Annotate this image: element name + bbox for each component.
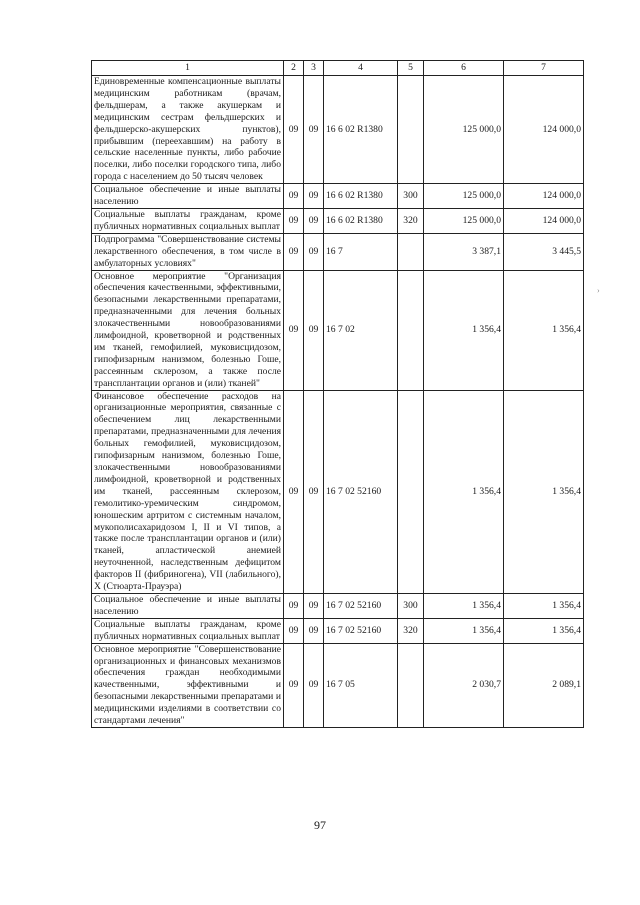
section-code: 09 xyxy=(284,208,304,233)
amount-year-1: 1 356,4 xyxy=(424,593,504,618)
amount-year-2: 1 356,4 xyxy=(504,270,584,390)
amount-year-1: 3 387,1 xyxy=(424,233,504,270)
target-article-code: 16 7 02 xyxy=(324,270,398,390)
column-header: 3 xyxy=(304,61,324,76)
amount-year-1: 125 000,0 xyxy=(424,184,504,209)
row-name: Социальное обеспечение и иные выплаты населению xyxy=(92,593,284,618)
target-article-code: 16 6 02 R1380 xyxy=(324,184,398,209)
column-header: 1 xyxy=(92,61,284,76)
table-row xyxy=(92,184,584,209)
column-header: 5 xyxy=(398,61,424,76)
target-article-code: 16 7 xyxy=(324,233,398,270)
target-article-code: 16 7 05 xyxy=(324,643,398,727)
expense-type-code: 300 xyxy=(398,593,424,618)
subsection-code: 09 xyxy=(304,208,324,233)
row-name: Социальные выплаты гражданам, кроме публичных нормативных социальных выплат xyxy=(92,208,284,233)
amount-year-2: 3 445,5 xyxy=(504,233,584,270)
margin-mark: › xyxy=(597,286,600,295)
subsection-code: 09 xyxy=(304,593,324,618)
table-row xyxy=(92,643,584,727)
amount-year-2: 1 356,4 xyxy=(504,618,584,643)
section-code: 09 xyxy=(284,390,304,593)
amount-year-2: 1 356,4 xyxy=(504,390,584,593)
row-name: Социальное обеспечение и иные выплаты населению xyxy=(92,184,284,209)
row-name: Основное мероприятие "Совершенствование организационных и финансовых механизмов обеспечения граждан необходимыми качественными, эффективными и безопасными лекарственными препаратами и медицинскими изделиями в соответствии со стандартами лечения" xyxy=(92,643,284,727)
section-code: 09 xyxy=(284,643,304,727)
expense-type-code: 320 xyxy=(398,208,424,233)
target-article-code: 16 7 02 52160 xyxy=(324,390,398,593)
target-article-code: 16 7 02 52160 xyxy=(324,593,398,618)
column-header: 7 xyxy=(504,61,584,76)
section-code: 09 xyxy=(284,618,304,643)
section-code: 09 xyxy=(284,233,304,270)
expense-type-code: 320 xyxy=(398,618,424,643)
section-code: 09 xyxy=(284,76,304,184)
row-name: Социальные выплаты гражданам, кроме публичных нормативных социальных выплат xyxy=(92,618,284,643)
column-header: 6 xyxy=(424,61,504,76)
amount-year-2: 2 089,1 xyxy=(504,643,584,727)
column-header: 2 xyxy=(284,61,304,76)
amount-year-1: 1 356,4 xyxy=(424,618,504,643)
expense-type-code xyxy=(398,270,424,390)
table-header-row xyxy=(92,61,584,76)
amount-year-2: 124 000,0 xyxy=(504,208,584,233)
row-name: Единовременные компенсационные выплаты медицинским работникам (врачам, фельдшерам, а также акушеркам и медицинским сестрам фельдшерских и фельдшерско-акушерских пунктов), прибывшим (переехавшим) на работу в сельские населенные пункты, либо рабочие поселки, либо поселки городского типа, либо города с населением до 50 тысяч человек xyxy=(92,76,284,184)
amount-year-1: 2 030,7 xyxy=(424,643,504,727)
subsection-code: 09 xyxy=(304,270,324,390)
table-row xyxy=(92,390,584,593)
target-article-code: 16 6 02 R1380 xyxy=(324,208,398,233)
table-row xyxy=(92,76,584,184)
subsection-code: 09 xyxy=(304,233,324,270)
amount-year-1: 1 356,4 xyxy=(424,270,504,390)
table-row xyxy=(92,270,584,390)
page-number: 97 xyxy=(314,818,326,832)
amount-year-2: 124 000,0 xyxy=(504,76,584,184)
subsection-code: 09 xyxy=(304,184,324,209)
row-name: Основное мероприятие "Организация обеспечения качественными, эффективными, безопасными лекарственными препаратами, предназначенными для лечения больных злокачественными новообразованиями лимфоидной, кроветворной и родственных им тканей, гемофилией, муковисцидозом, гипофизарным нанизмом, болезнью Гоше, рассеянным склерозом, а также после трансплантации органов и (или) тканей" xyxy=(92,270,284,390)
expense-type-code: 300 xyxy=(398,184,424,209)
table-row xyxy=(92,593,584,618)
amount-year-1: 1 356,4 xyxy=(424,390,504,593)
expense-type-code xyxy=(398,76,424,184)
amount-year-1: 125 000,0 xyxy=(424,208,504,233)
subsection-code: 09 xyxy=(304,390,324,593)
amount-year-2: 124 000,0 xyxy=(504,184,584,209)
section-code: 09 xyxy=(284,184,304,209)
subsection-code: 09 xyxy=(304,76,324,184)
expense-type-code xyxy=(398,233,424,270)
subsection-code: 09 xyxy=(304,643,324,727)
expense-type-code xyxy=(398,390,424,593)
target-article-code: 16 6 02 R1380 xyxy=(324,76,398,184)
section-code: 09 xyxy=(284,270,304,390)
budget-table xyxy=(91,60,584,728)
table-row xyxy=(92,208,584,233)
section-code: 09 xyxy=(284,593,304,618)
column-header: 4 xyxy=(324,61,398,76)
subsection-code: 09 xyxy=(304,618,324,643)
amount-year-1: 125 000,0 xyxy=(424,76,504,184)
row-name: Финансовое обеспечение расходов на организационные мероприятия, связанные с обеспечением лиц лекарственными препаратами, предназначенными для лечения больных гемофилией, муковисцидозом, гипофизарным нанизмом, болезнью Гоше, злокачественными новообразованиями лимфоидной, кроветворной и родственных им тканей, рассеянным склерозом, гемолитико-уремическим синдромом, юношеским артритом с системным началом, мукополисахаридозом I, II и VI типов, а также после трансплантации органов и (или) тканей, апластической анемией неуточненной, наследственным дефицитом факторов II (фибриногена), VII (лабильного), X (Стюарта-Прауэра) xyxy=(92,390,284,593)
table-row xyxy=(92,233,584,270)
expense-type-code xyxy=(398,643,424,727)
target-article-code: 16 7 02 52160 xyxy=(324,618,398,643)
amount-year-2: 1 356,4 xyxy=(504,593,584,618)
table-row xyxy=(92,618,584,643)
row-name: Подпрограмма "Совершенствование системы лекарственного обеспечения, в том числе в амбулаторных условиях" xyxy=(92,233,284,270)
